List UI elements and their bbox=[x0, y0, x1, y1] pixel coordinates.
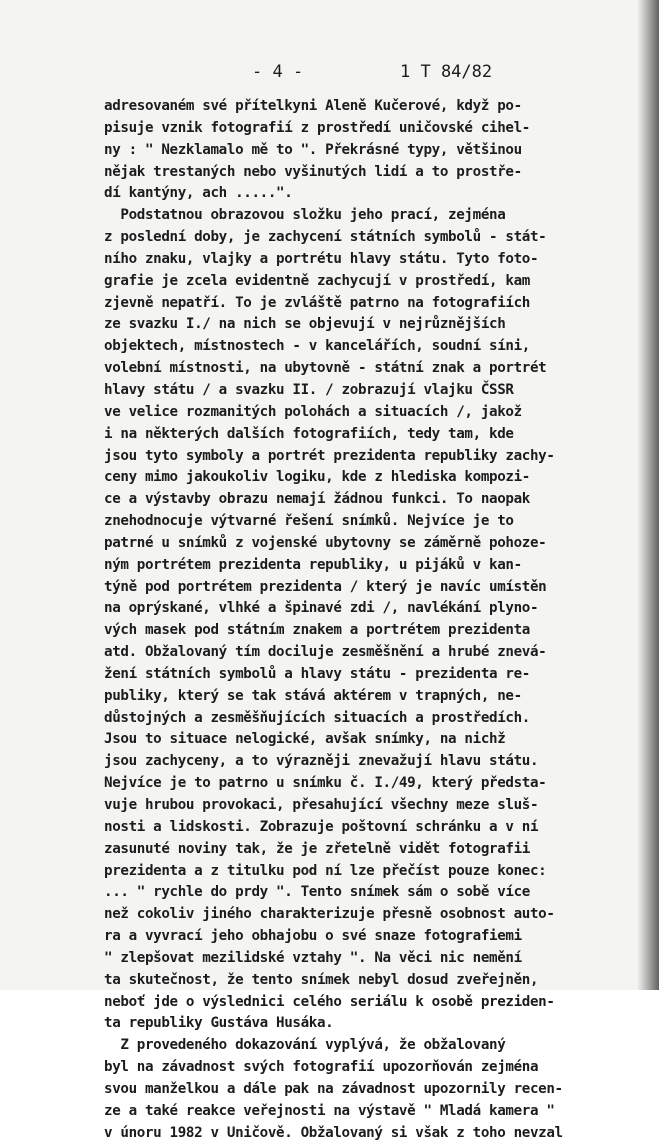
text-line: Nejvíce je to patrno u snímku č. I./49, který předsta- bbox=[104, 775, 547, 792]
text-line: ze a také reakce veřejnosti na výstavě " Mladá kamera " bbox=[104, 1102, 555, 1119]
case-number: 1 T 84/82 bbox=[400, 62, 493, 82]
text-line: na oprýskané, vlhké a špinavé zdi /, navlékání plyno- bbox=[104, 600, 539, 617]
text-line: vuje hrubou provokaci, přesahující všechny meze sluš- bbox=[104, 797, 539, 813]
text-line: ným portrétem prezidenta republiky, u pijáků v kan- bbox=[104, 556, 522, 573]
text-line: " zlepšovat mezilidské vztahy ". Na věci nic nemění bbox=[104, 949, 522, 966]
text-line: týně pod portrétem prezidenta / který je navíc umístěn bbox=[104, 578, 547, 595]
body-text bbox=[104, 96, 649, 1145]
text-line: z poslední doby, je zachycení státních symbolů - stát- bbox=[104, 229, 547, 246]
page-header bbox=[0, 62, 659, 86]
text-line: ny : " Nezklamalo mě to ". Překrásné typy, většinou bbox=[104, 141, 522, 158]
text-line: publiky, který se tak stává aktérem v trapných, ne- bbox=[104, 687, 522, 704]
text-line: ra a vyvrací jeho obhajobu o své snaze fotografiemi bbox=[104, 928, 522, 945]
text-line: nosti a lidskosti. Zobrazuje poštovní schránku a v ní bbox=[104, 818, 539, 835]
text-line: ceny mimo jakoukoliv logiku, kde z hlediska kompozi- bbox=[104, 469, 530, 486]
text-line: volební místnosti, na ubytovně - státní znak a portrét bbox=[104, 360, 547, 377]
text-line: ta skutečnost, že tento snímek nebyl dosud zveřejněn, bbox=[104, 971, 539, 988]
page-edge-shadow bbox=[637, 0, 659, 990]
text-line: jsou tyto symboly a portrét prezidenta republiky zachy- bbox=[104, 447, 555, 464]
text-line: objektech, místnostech - v kancelářích, soudní síni, bbox=[104, 338, 530, 355]
text-line: grafie je zcela evidentně zachycují v prostředí, kam bbox=[104, 272, 530, 289]
text-line: zjevně nepatří. To je zvláště patrno na fotografiích bbox=[104, 294, 530, 311]
text-line: ... " rychle do prdy ". Tento snímek sám o sobě více bbox=[104, 884, 530, 901]
text-line: ze svazku I./ na nich se objevují v nejrůznějších bbox=[104, 316, 506, 333]
text-line: vých masek pod státním znakem a portrétem prezidenta bbox=[104, 622, 530, 639]
text-line: byl na závadnost svých fotografií upozorňován zejména bbox=[104, 1059, 539, 1076]
text-line: patrné u snímků z vojenské ubytovny se záměrně pohoze- bbox=[104, 534, 547, 551]
text-line: znehodnocuje výtvarné řešení snímků. Nejvíce je to bbox=[104, 513, 514, 530]
text-line: zasunuté noviny tak, že je zřetelně vidět fotografii bbox=[104, 840, 530, 857]
text-line: důstojných a zesměšňujících situacích a prostředích. bbox=[104, 709, 530, 726]
text-line: ce a výstavby obrazu nemají žádnou funkci. To naopak bbox=[104, 491, 530, 508]
text-line: prezidenta a z titulku pod ní lze přečíst pouze konec: bbox=[104, 862, 547, 879]
text-line: Z provedeného dokazování vyplývá, že obžalovaný bbox=[104, 1037, 506, 1054]
text-line: i na některých dalších fotografiích, tedy tam, kde bbox=[104, 425, 514, 442]
text-line: nějak trestaných nebo vyšinutých lidí a to prostře- bbox=[104, 163, 522, 180]
text-line: Jsou to situace nelogické, avšak snímky, na nichž bbox=[104, 731, 506, 748]
text-line: ního znaku, vlajky a portrétu hlavy státu. Tyto foto- bbox=[104, 250, 539, 267]
page-number: - 4 - bbox=[252, 62, 304, 82]
text-line: adresovaném své přítelkyni Aleně Kučerové, když po- bbox=[104, 98, 522, 114]
text-line: dí kantýny, ach .....". bbox=[104, 185, 293, 202]
text-line: Podstatnou obrazovou složku jeho prací, zejména bbox=[104, 207, 506, 224]
text-line: ta republiky Gustáva Husáka. bbox=[104, 1015, 334, 1032]
text-line: ve velice rozmanitých polohách a situacích /, jakož bbox=[104, 403, 522, 420]
text-line: v únoru 1982 v Uničově. Obžalovaný si však z toho nevzal bbox=[104, 1124, 563, 1141]
text-line: svou manželkou a dále pak na závadnost upozornily recen- bbox=[104, 1080, 563, 1097]
text-line: než cokoliv jiného charakterizuje přesně osobnost auto- bbox=[104, 906, 555, 923]
text-line: hlavy státu / a svazku II. / zobrazují vlajku ČSSR bbox=[104, 381, 514, 398]
text-line: žení státních symbolů a hlavy státu - prezidenta re- bbox=[104, 665, 530, 682]
text-line: atd. Obžalovaný tím dociluje zesměšnění a hrubé znevá- bbox=[104, 644, 547, 661]
text-line: pisuje vznik fotografií z prostředí uničovské cihel- bbox=[104, 119, 530, 136]
text-line: jsou zachyceny, a to výrazněji znevažují hlavu státu. bbox=[104, 753, 539, 770]
text-line: neboť jde o výslednici celého seriálu k osobě preziden- bbox=[104, 993, 555, 1010]
